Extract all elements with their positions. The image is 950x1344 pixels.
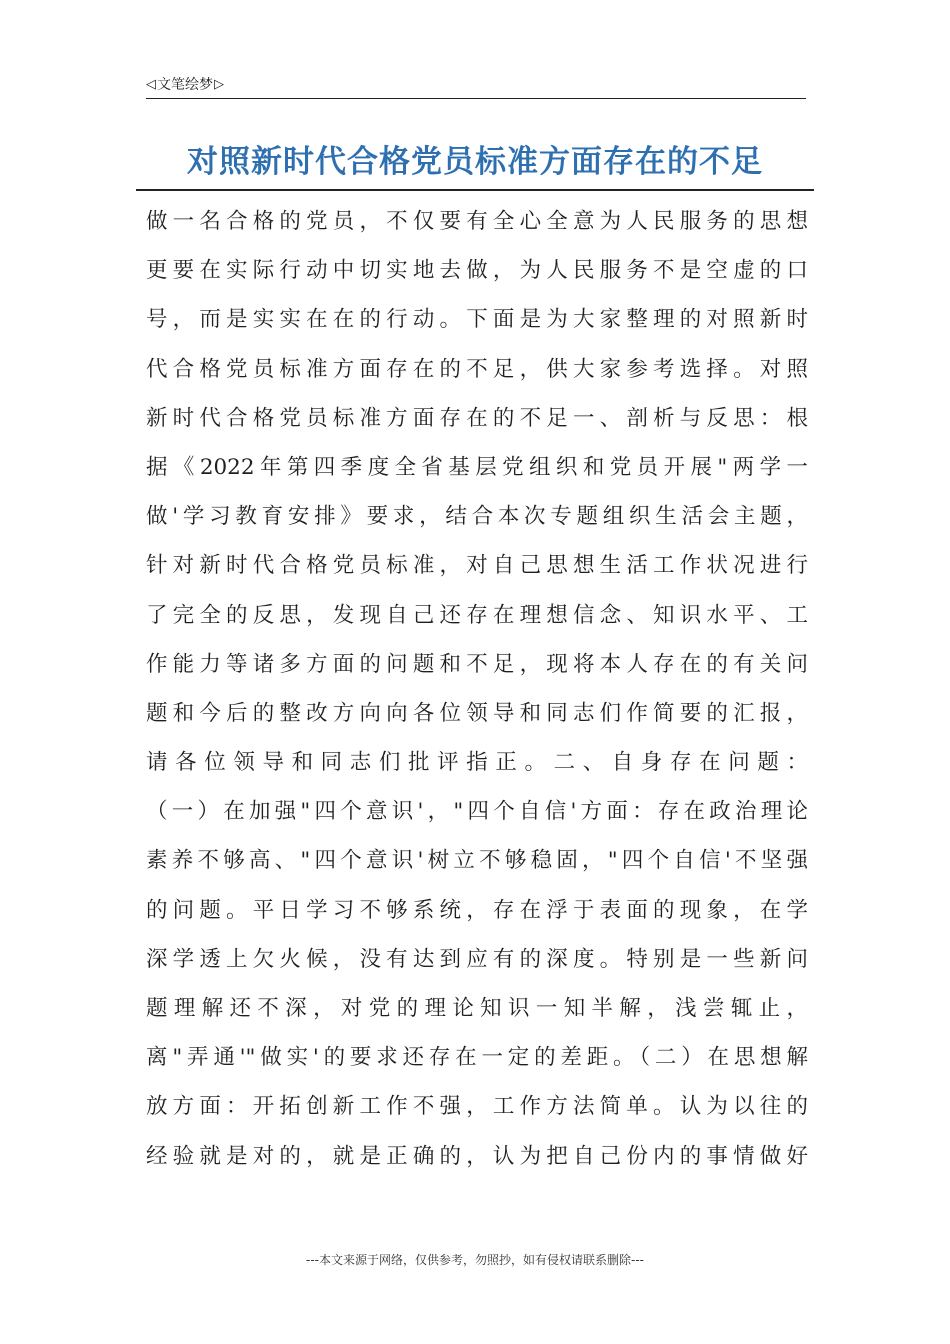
- header-brand: [146, 74, 224, 94]
- text-line: 深学透上欠火候，没有达到应有的深度。特别是一些新问: [146, 946, 808, 972]
- text-line: 针对新时代合格党员标准，对自己思想生活工作状况进行: [146, 553, 808, 579]
- text-line: 新时代合格党员标准方面存在的不足一、剖析与反思：根: [146, 405, 808, 431]
- title-divider: [136, 189, 814, 191]
- page-footer-disclaimer: ---本文来源于网络，仅供参考，勿照抄，如有侵权请联系删除---: [306, 1253, 644, 1267]
- text-line: 更要在实际行动中切实地去做，为人民服务不是空虚的口: [146, 258, 808, 284]
- text-line: 题理解还不深，对党的理论知识一知半解，浅尝辄止，: [146, 996, 808, 1021]
- text-line: 做一名合格的党员，不仅要有全心全意为人民服务的思想: [146, 209, 808, 234]
- triangle-left-icon: ◁: [146, 76, 156, 92]
- text-line: （一）在加强"四个意识'，"四个自信'方面：存在政治理论: [146, 799, 808, 825]
- text-line: 号，而是实实在在的行动。下面是为大家整理的对照新时: [146, 307, 808, 333]
- text-line: 做'学习教育安排》要求，结合本次专题组织生活会主题，: [146, 504, 808, 530]
- text-line: 经验就是对的，就是正确的，认为把自己份内的事情做好: [146, 1143, 808, 1169]
- text-line: 请各位领导和同志们批评指正。二、自身存在问题：: [146, 750, 808, 776]
- text-line: 放方面：开拓创新工作不强，工作方法简单。认为以往的: [146, 1094, 808, 1120]
- text-line: 代合格党员标准方面存在的不足，供大家参考选择。对照: [146, 356, 808, 382]
- body-paragraph: [146, 197, 808, 1181]
- page-title: 对照新时代合格党员标准方面存在的不足: [187, 144, 763, 180]
- text-line: 题和今后的整改方向向各位领导和同志们作简要的汇报，: [146, 700, 808, 726]
- text-line: 了完全的反思，发现自己还存在理想信念、知识水平、工: [146, 602, 808, 628]
- text-line: 素养不够高、"四个意识'树立不够稳固，"四个自信'不坚强: [146, 848, 808, 874]
- brand-label: 文笔绘梦: [157, 77, 213, 93]
- text-line: 的问题。平日学习不够系统，存在浮于表面的现象，在学: [146, 897, 808, 923]
- text-line: 作能力等诸多方面的问题和不足，现将本人存在的有关问: [146, 651, 808, 677]
- page-header: [146, 72, 806, 99]
- text-line: 离"弄通'"做实'的要求还存在一定的差距。（二）在思想解: [146, 1045, 808, 1071]
- text-line: 据《2022年第四季度全省基层党组织和党员开展"两学一: [146, 454, 808, 480]
- triangle-right-icon: ▷: [214, 76, 224, 92]
